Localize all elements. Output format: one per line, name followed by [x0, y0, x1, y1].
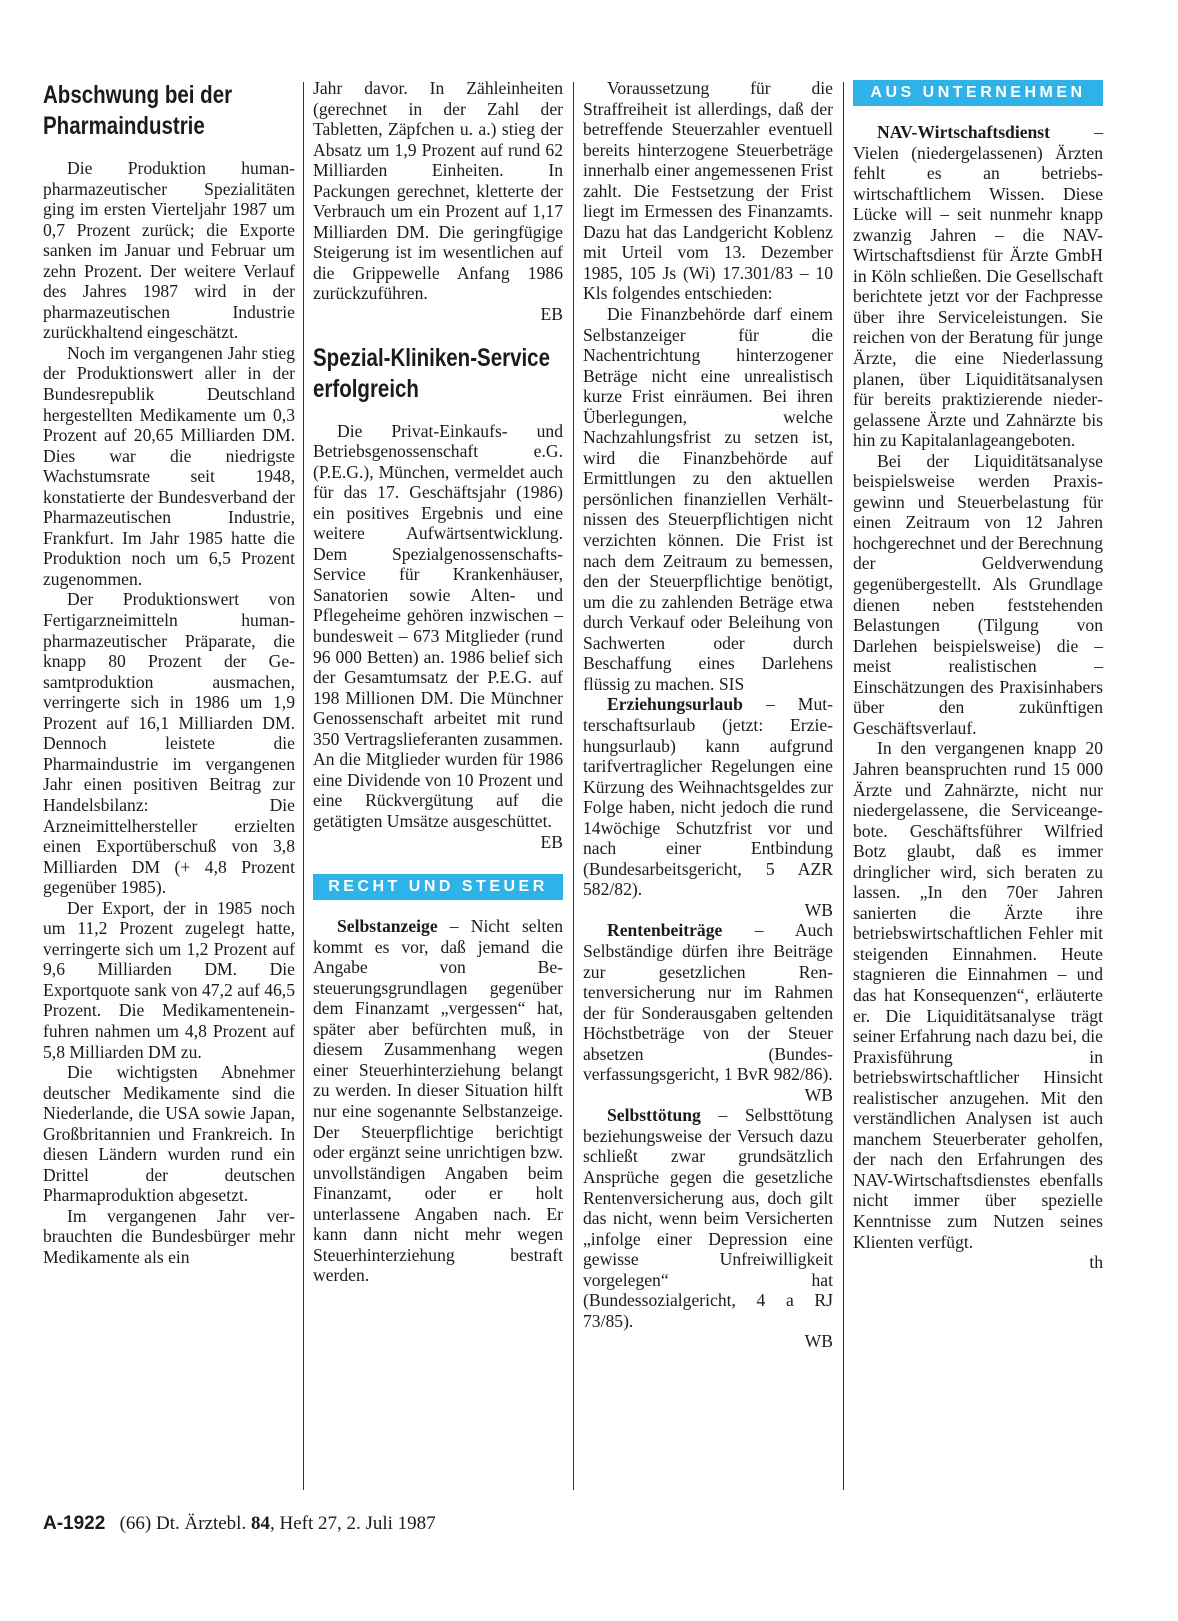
author-signature: WB: [804, 899, 833, 920]
column-rule-3: [843, 82, 844, 1490]
headline-pharmaindustrie: Abschwung bei der Pharmaindustrie: [43, 81, 233, 140]
volume-number: 84: [250, 1513, 270, 1534]
footer-citation: [110, 1513, 436, 1534]
column-2: [313, 78, 563, 1286]
author-signature: EB: [540, 831, 563, 852]
keyword: NAV-Wirtschaftsdienst: [877, 122, 1051, 142]
paragraph-text: – Auch Selbständige dürfen ihre Beiträge zur gesetzlichen Rentenversicherung nur im Rahmen der für Sonderausgaben geltenden Höchstbeträge von der Steuer absetzen (Bundesverfassungsgericht, 1 BvR 982/86).: [583, 920, 833, 1085]
column-4: [853, 78, 1103, 1273]
paragraph-text: – Mutterschaftsurlaub (jetzt: Erziehungsurlaub) kann aufgrund tarifvertraglicher Regelungen eine Kürzung des Weihnachtsgeldes zur Folge haben, nicht jedoch die rund 14wöchige Schutzfrist vor und nach einer Entbindung (Bundesarbeitsgericht, 5 AZR 582/82).: [583, 694, 833, 900]
paragraph: [583, 694, 833, 899]
author-signature: WB: [804, 1331, 833, 1352]
author-signature: EB: [540, 304, 563, 325]
keyword: Selbsttötung: [607, 1105, 701, 1126]
paragraph: Die Finanzbehörde darf einem Selbstanzeiger für die Nachentrichtung hinterzogener Beträge nicht eine unrealistisch kurze Frist einräumen. Bei ihren Überlegungen, welche Nachzahlungsfrist zu setzen ist, wird die Finanzbehörde auf Ermittlungen zu den aktuellen persönlichen finanziellen Verhältnissen des Steuerpflichtigen nicht verzichten können. Die Frist ist nach dem Zeitraum zu bemessen, den der Steuerpflichtige benötigt, um die zu zahlenden Beträge etwa durch Verkauf oder Beleihung von Sachwerten oder durch Beschaffung eines Darlehens flüssig zu machen. SIS: [583, 304, 833, 694]
author-signature: WB: [804, 1084, 833, 1105]
section-banner-aus-unternehmen: AUS UNTERNEHMEN: [853, 80, 1103, 106]
paragraph: [313, 916, 563, 1286]
section-banner-recht-und-steuer: RECHT UND STEUER: [313, 874, 563, 900]
paragraph: Jahr davor. In Zähleinheiten (gerechnet in der Zahl der Tabletten, Zäpfchen u. a.) stieg der Absatz um 1,9 Prozent auf rund 62 Milliarden Einheiten. In Packungen gerechnet, kletterte der Verbrauch um ein Prozent auf 1,17 Milliarden DM. Die geringfügige Steigerung ist im wesentlichen auf die Grippewelle Anfang 1986 zurückzuführen.: [313, 78, 563, 304]
paragraph-text: – Nicht selten kommt es vor, daß jemand die Angabe von Besteuerungsgrundlagen gegenüber dem Finanzamt „vergessen“ hat, später aber befürchten muß, in diesem Zusammenhang wegen einer Steuerhinterziehung belangt zu werden. In dieser Situation hilft nur eine sogenannte Selbstanzeige. Der Steuerpflichtige berichtigt oder ergänzt seine unrichtigen bzw. unvollständigen Angaben beim Finanzamt, oder er holt unterlassene Angaben nach. Er kann dann nicht mehr wegen Steuerhinterziehung bestraft werden.: [313, 916, 563, 1286]
paragraph: [583, 1105, 833, 1331]
issue-date: , Heft 27, 2. Juli 1987: [269, 1513, 436, 1534]
page-number: A-1922: [43, 1513, 106, 1534]
page-footer: [43, 1512, 436, 1536]
paragraph: [853, 122, 1103, 451]
paragraph: Voraussetzung für die Straffreiheit ist allerdings, daß der betreffende Steuerzahler eventuell bereits hinterzogene Steuerbeträge innerhalb einer angemessenen Frist zahlt. Die Festsetzung der Frist liegt im Ermessen des Finanzamts. Dazu hat das Landgericht Koblenz mit Urteil vom 13. Dezember 1985, 105 Js (Wi) 17.301/83 – 10 Kls folgendes entschieden:: [583, 78, 833, 304]
keyword: Selbstanzeige: [337, 916, 438, 937]
paragraph: [583, 920, 833, 1084]
paragraph: Im vergangenen Jahr verbrauchten die Bundesbürger mehr Medikamente als ein: [43, 1205, 295, 1267]
journal-name: (66) Dt. Ärztebl.: [119, 1513, 251, 1534]
paragraph: Die Privat-Einkaufs- und Betriebsgenossenschaft e.G. (P.E.G.), München, vermeldet auch für das 17. Geschäftsjahr (1986) ein positives Ergebnis und eine weitere Aufwärtsentwicklung. Dem Spezialgenossenschafts-Service für Krankenhäuser, Sanatorien sowie Alten- und Pflegeheime gehören inzwischen – bundesweit – 673 Mitglieder (rund 96 000 Betten) an. 1986 belief sich der Gesamtumsatz der P.E.G. auf 198 Millionen DM. Die Münchner Genossenschaft arbeitet mit rund 350 Vertragslieferanten zusammen. An die Mitglieder wurden für 1986 eine Dividende von 10 Prozent und eine Rückvergütung auf die getätigten Umsätze ausgeschüttet.: [313, 420, 563, 831]
paragraph: Die wichtigsten Abnehmer deutscher Medikamente sind die Niederlande, die USA sowie Japan, Großbritannien und Frankreich. In diesen Ländern wurden rund ein Drittel der deutschen Pharmaproduktion abgesetzt.: [43, 1062, 295, 1206]
column-rule-2: [573, 82, 574, 1490]
headline-spezial-kliniken: Spezial-Kliniken-Service erfolgreich: [313, 343, 550, 403]
paragraph: Der Export, der in 1985 noch um 11,2 Prozent zugelegt hatte, verringerte sich um 1,2 Prozent auf 9,6 Milliarden DM. Die Exportquote sank von 47,2 auf 46,5 Prozent. Die Medikamenteneinfuhren nahmen um 4,8 Prozent auf 5,8 Milliarden DM zu.: [43, 897, 295, 1062]
column-rule-1: [303, 82, 304, 1490]
author-signature: th: [1089, 1252, 1103, 1273]
column-1: [43, 78, 295, 1268]
paragraph-text: – Vielen (niedergelassenen) Ärzten fehlt es an betriebswirtschaftlichem Wissen. Diese Lücke will – seit nunmehr knapp zwanzig Jahren – die NAV-Wirtschaftsdienst für Ärzte GmbH in Köln schließen. Die Gesellschaft berichtete jetzt vor der Fachpresse über ihre Serviceleistungen. Sie reichen von der Beratung für junge Ärzte, die eine Niederlassung planen, über Liquiditätsanalysen für bereits praktizierende niedergelassene Ärzte und Zahnärzte bis hin zu Kapitalanlageangeboten.: [853, 122, 1103, 451]
paragraph: Bei der Liquiditätsanalyse beispielsweise werden Praxisgewinn und Steuerbelastung für einen Zeitraum von 12 Jahren hochgerechnet und der Berechnung der Geldverwendung gegenübergestellt. Als Grundlage dienen neben feststehenden Belastungen (Tilgung von Darlehen beispielsweise) die – meist realistischen – Einschätzungen des Praxisinhabers über den zukünftigen Geschäftsverlauf.: [853, 450, 1103, 738]
column-3: [583, 78, 833, 1352]
paragraph: Noch im vergangenen Jahr stieg der Produktionswert aller in der Bundesrepublik Deutschland hergestellten Medikamente um 0,3 Prozent auf 20,65 Milliarden DM. Dies war die niedrigste Wachstumsrate seit 1948, konstatierte der Bundesverband der Pharmazeutischen Industrie, Frankfurt. Im Jahr 1985 hatte die Produktion noch um 6,5 Prozent zugenommen.: [43, 342, 295, 589]
paragraph: Der Produktionswert von Fertigarzneimitteln humanpharmazeutischer Präparate, die knapp 80 Prozent der Gesamtproduktion ausmachen, verringerte sich in 1986 um 1,9 Prozent auf 16,1 Milliarden DM. Dennoch leistete die Pharmaindustrie im vergangenen Jahr einen positiven Beitrag zur Handelsbilanz: Die Arzneimittelhersteller erzielten einen Exportüberschuß von 3,8 Milliarden DM (+ 4,8 Prozent gegenüber 1985).: [43, 589, 295, 898]
keyword: Rentenbeiträge: [607, 920, 723, 941]
keyword: Erziehungsurlaub: [607, 694, 743, 715]
paragraph: In den vergangenen knapp 20 Jahren beanspruchten rund 15 000 Ärzte und Zahnärzte, nicht nur niedergelassene, die Serviceangebote. Geschäftsführer Wilfried Botz glaubt, daß es immer dringlicher wird, sich beraten zu lassen. „In den 70er Jahren sanierten die Ärzte ihre betriebswirtschaftlichen Fehler mit steigenden Einnahmen. Heute stagnieren die Einnahmen – und das hat Konsequenzen“, erläuterte er. Die Liquiditätsanalyse trägt seiner Erfahrung nach dazu bei, die Praxisführung in betriebswirtschaftlicher Hinsicht realistischer anzugehen. Mit den verständlichen Analysen ist auch manchem Steuerberater geholfen, der nach den Erfahrungen des NAV-Wirtschaftsdienstes ebenfalls nicht immer über spezielle Kenntnisse zum Nutzen seines Klienten verfügt.: [853, 738, 1103, 1252]
paragraph: Die Produktion humanpharmazeutischer Spezialitäten ging im ersten Vierteljahr 1987 um 0,7 Prozent zurück; die Exporte sanken im Januar und Februar um zehn Prozent. Der weitere Verlauf des Jahres 1987 wird in der pharmazeutischen Industrie zurückhaltend eingeschätzt.: [43, 158, 295, 343]
paragraph-text: – Selbsttötung beziehungsweise der Versuch dazu schließt zwar grundsätzlich Ansprüche gegen die gesetzliche Rentenversicherung aus, doch gilt das nicht, wenn beim Versicherten „infolge einer Depression eine gewisse Unfreiwilligkeit vorgelegen“ hat (Bundessozialgericht, 4 a RJ 73/85).: [583, 1105, 833, 1331]
